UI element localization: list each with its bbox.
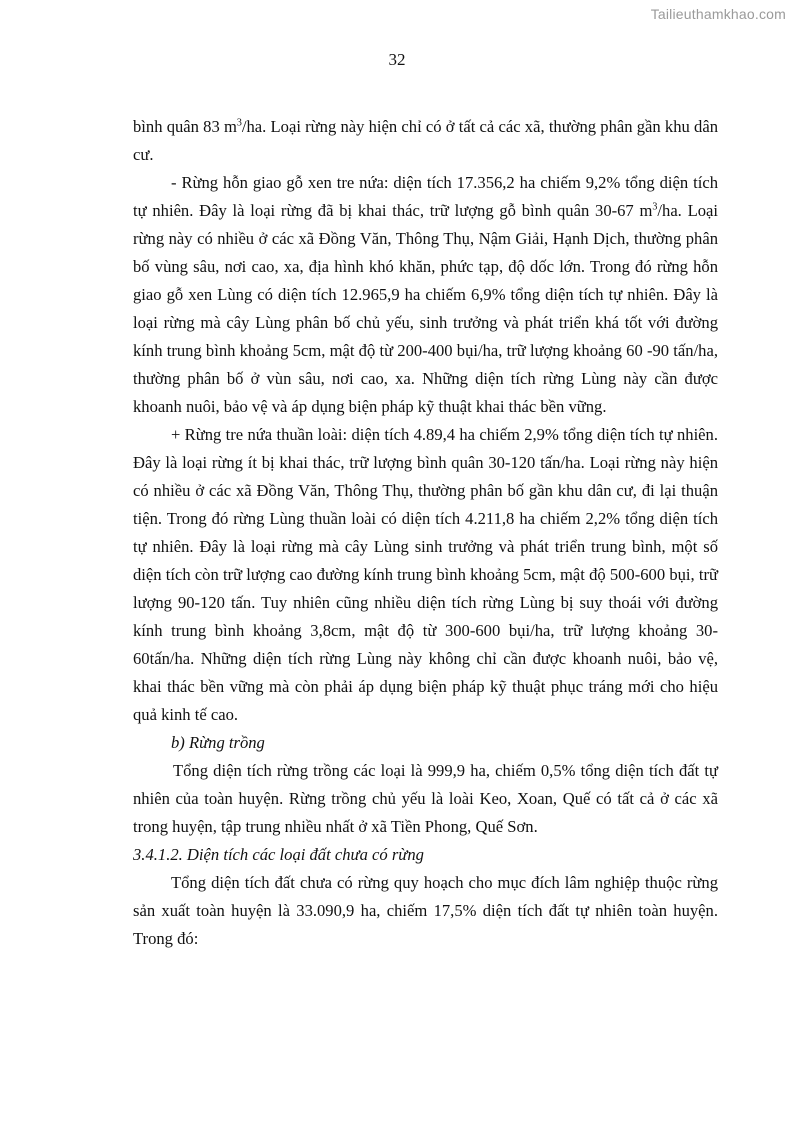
paragraph-2-text-b: /ha. Loại rừng này có nhiều ở các xã Đồng Văn, Thông Thụ, Nậm Giải, Hạnh Dịch, thường phân bố vùng sâu, nơi cao, xa, địa hình khó khăn, phức tạp, độ dốc lớn. Trong đó rừng hỗn giao gỗ xen Lùng có diện tích 12.965,9 ha chiếm 6,9% tổng diện tích tự nhiên. Đây là loại rừng mà cây Lùng phân bố chủ yếu, sinh trưởng và phát triển khá tốt với đường kính trung bình khoảng 5cm, mật độ từ 200-400 bụi/ha, trữ lượng khoảng 60 -90 tấn/ha, thường phân bố ở vùn sâu, nơi cao, xa. Những diện tích rừng Lùng này cần được khoanh nuôi, bảo vệ và áp dụng biện pháp kỹ thuật khai thác bền vững. [133, 201, 718, 416]
paragraph-1-text-b: /ha. Loại rừng này hiện chỉ có ở tất cả các xã, thường phân gần khu dân cư. [133, 117, 718, 164]
paragraph-1 [133, 113, 718, 169]
paragraph-2 [133, 169, 718, 421]
document-body [133, 113, 718, 953]
paragraph-2-text-a: - Rừng hỗn giao gỗ xen tre nứa: diện tích 17.356,2 ha chiếm 9,2% tổng diện tích tự nhiên. Đây là loại rừng đã bị khai thác, trữ lượng gỗ bình quân 30-67 m [133, 173, 718, 220]
superscript-cubic: 3 [652, 201, 658, 213]
paragraph-1-text-a: bình quân 83 m [133, 117, 237, 136]
page-number: 32 [388, 50, 406, 69]
paragraph-5: Tổng diện tích đất chưa có rừng quy hoạch cho mục đích lâm nghiệp thuộc rừng sản xuất toàn huyện là 33.090,9 ha, chiếm 17,5% diện tích đất tự nhiên toàn huyện. Trong đó: [133, 873, 718, 948]
section-heading-3412: 3.4.1.2. Diện tích các loại đất chưa có rừng [133, 845, 424, 864]
superscript-cubic: 3 [236, 117, 242, 129]
watermark: Tailieuthamkhao.com [650, 6, 786, 22]
paragraph-4: Tổng diện tích rừng trồng các loại là 999,9 ha, chiếm 0,5% tổng diện tích đất tự nhiên của toàn huyện. Rừng trồng chủ yếu là loài Keo, Xoan, Quế có tất cả ở các xã trong huyện, tập trung nhiều nhất ở xã Tiền Phong, Quế Sơn. [133, 761, 718, 836]
paragraph-3: + Rừng tre nứa thuần loài: diện tích 4.89,4 ha chiếm 2,9% tổng diện tích tự nhiên. Đây là loại rừng ít bị khai thác, trữ lượng bình quân 30-120 tấn/ha. Loại rừng này hiện có nhiều ở các xã Đồng Văn, Thông Thụ, thường phân bố gần khu dân cư, đi lại thuận tiện. Trong đó rừng Lùng thuần loài có diện tích 4.211,8 ha chiếm 2,2% tổng diện tích tự nhiên. Đây là loại rừng mà cây Lùng sinh trưởng và phát triển trung bình, một số diện tích còn trữ lượng cao đường kính trung bình khoảng 5cm, mật độ 500-600 bụi, trữ lượng 90-120 tấn. Tuy nhiên cũng nhiều diện tích rừng Lùng bị suy thoái với đường kính trung bình khoảng 3,8cm, mật độ từ 300-600 bụi/ha, trữ lượng khoảng 30-60tấn/ha. Những diện tích rừng Lùng này không chỉ cần được khoanh nuôi, bảo vệ, khai thác bền vững mà còn phải áp dụng biện pháp kỹ thuật phục tráng mới cho hiệu quả kinh tế cao. [133, 425, 718, 724]
section-heading-b: b) Rừng trồng [171, 733, 265, 752]
